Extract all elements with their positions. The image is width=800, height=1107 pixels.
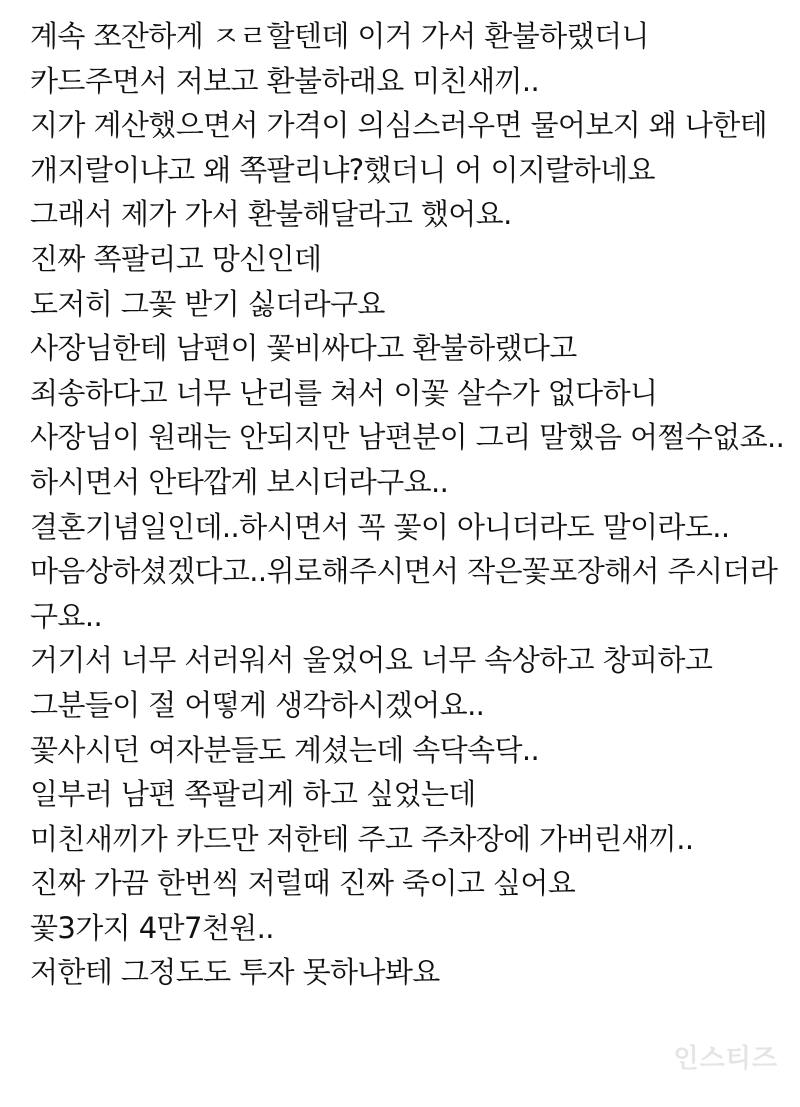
post-body — [30, 14, 790, 995]
post-line-14: 구요.. — [30, 598, 103, 633]
post-line-5: 그래서 제가 가서 환불해달라고 했어요. — [30, 197, 512, 232]
post-line-11: 하시면서 안타깝게 보시더라구요.. — [30, 464, 449, 499]
post-line-10: 사장님이 원래는 안되지만 남편분이 그리 말했음 어쩔수없죠.. — [30, 420, 785, 455]
post-line-22: 저한테 그정도도 투자 못하나봐요 — [30, 955, 440, 990]
post-line-1: 계속 쪼잔하게 ㅈㄹ할텐데 이거 가서 환불하랬더니 — [30, 19, 649, 53]
post-line-17: 꽃사시던 여자분들도 계셨는데 속닥속닥.. — [30, 732, 540, 767]
post-line-12: 결혼기념일인데..하시면서 꼭 꽃이 아니더라도 말이라도.. — [30, 509, 730, 544]
post-line-7: 도저히 그꽃 받기 싫더라구요 — [30, 286, 385, 321]
post-line-4: 개지랄이냐고 왜 쪽팔리냐?했더니 어 이지랄하네요 — [30, 152, 655, 187]
post-line-3: 지가 계산했으면서 가격이 의심스러우면 물어보지 왜 나한테 — [30, 108, 768, 143]
site-watermark: 인스티즈 — [673, 1044, 778, 1074]
post-line-2: 카드주면서 저보고 환불하래요 미친새끼.. — [30, 63, 540, 98]
post-line-6: 진짜 쪽팔리고 망신인데 — [30, 241, 322, 276]
post-line-18: 일부러 남편 쪽팔리게 하고 싶었는데 — [30, 777, 476, 812]
post-line-21: 꽃3가지 4만7천원.. — [30, 910, 274, 945]
post-line-13: 마음상하셨겠다고..위로해주시면서 작은꽃포장해서 주시더라 — [30, 554, 778, 589]
post-line-9: 죄송하다고 너무 난리를 쳐서 이꽃 살수가 없다하니 — [30, 375, 658, 410]
post-line-20: 진짜 가끔 한번씩 저럴때 진짜 죽이고 싶어요 — [30, 866, 576, 901]
post-line-16: 그분들이 절 어떻게 생각하시겠어요.. — [30, 687, 485, 722]
post-line-19: 미친새끼가 카드만 저한테 주고 주차장에 가버린새끼.. — [30, 821, 694, 856]
post-line-8: 사장님한테 남편이 꽃비싸다고 환불하랬다고 — [30, 331, 577, 366]
post-line-15: 거기서 너무 서러워서 울었어요 너무 속상하고 창피하고 — [30, 643, 713, 678]
